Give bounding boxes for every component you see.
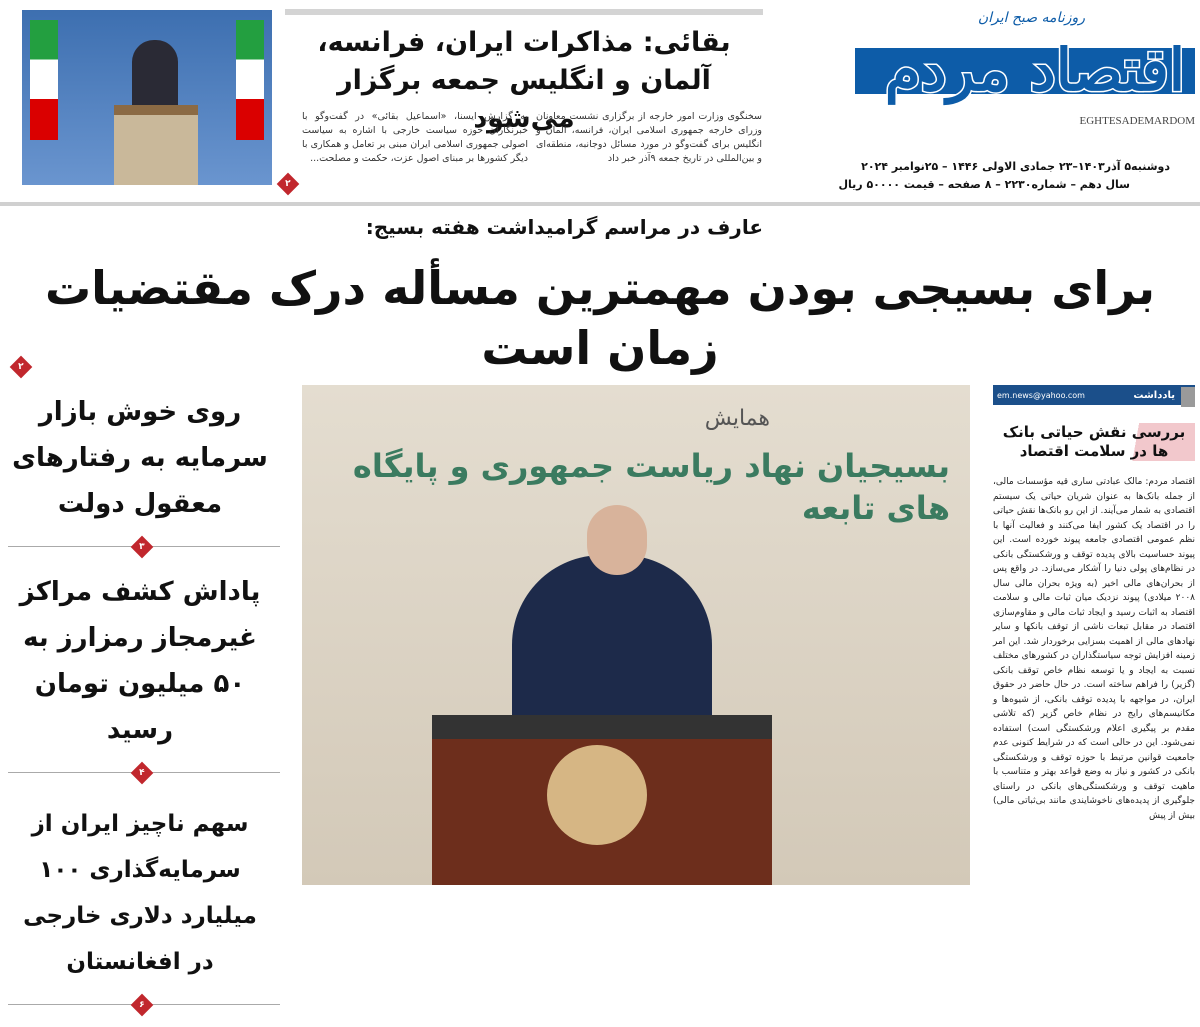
brief-headline[interactable]: روی خوش بازار سرمایه به رفتارهای معقول دولت	[12, 397, 268, 519]
brief-headline[interactable]: پاداش کشف مراکز غیرمجاز رمزارز به ۵۰ میلیون تومان رسید	[19, 577, 261, 745]
logo-text: اقتصاد مردم	[884, 36, 1185, 104]
masthead-logo[interactable]	[815, 6, 1195, 136]
brief-separator	[0, 535, 280, 559]
left-column	[0, 385, 280, 1027]
logo-latin: EGHTESADEMARDOM	[1079, 115, 1195, 127]
top-story-body-left: به گزارش ایسنا، «اسماعیل بقائی» در گفت‌وگو با خبرنگاران حوزه سیاست خارجی با اشاره به سیاست اصولی جمهوری اسلامی ایران مبنی بر تعامل و همکاری با دیگر کشورها بر مبنای اصول عزت، حکمت و مصلحت...	[302, 111, 528, 164]
opinion-header	[993, 385, 1195, 405]
top-story-body-right: سخنگوی وزارت امور خارجه از برگزاری نشست معاونان وزرای خارجه جمهوری اسلامی ایران، فرانسه، آلمان و انگلیس برای گفت‌وگو در مورد مسائل دوجانبه، منطقه‌ای و بین‌المللی در تاریخ جمعه ۹آذر خبر داد	[536, 111, 762, 164]
page-marker[interactable]	[131, 762, 154, 785]
top-story-photo	[22, 10, 272, 185]
opinion-body: اقتصاد مردم: مالک عبادتی ساری قیه مؤسسات مالی، از جمله بانک‌ها به عنوان شریان حیاتی یک سیستم اقتصادی به شمار می‌آیند. از این رو بانک‌ها نقش حیاتی را در اقتصاد یک کشور ایفا می‌کنند و فعالیت آنها با نظم عمومی اقتصادی جامعه پیوند خورده است. این پیوند حساسیت بالای پدیده توقف و ورشکستگی بانکی در نظام‌های پولی دنیا را آشکار می‌سازد. در واقع پس از بحران‌های مالی اخیر (به ویژه بحران مالی سال ۲۰۰۸ میلادی) پیوند نزدیک میان ثبات مالی و سلامت اقتصاد به اثبات رسید و ایجاد ثبات مالی و مقاوم‌سازی اقتصاد در مقابل تبعات ناشی از توقف بانکها و سایر نهادهای مالی از اهمیت بسزایی برخوردار شد. این امر زمینه افزایش توجه سیاستگذاران در کشورهای مختلف نسبت به ایجاد و یا توسعه نظام خاص توقف بانکی (گزیر) را فراهم ساخته است. در حال حاضر در حقوق ایران، در مواجهه با پدیده توقف بانکی، از شیوه‌ها و مکانیسم‌های رایج در نظام خاص گزیر (که تلاشی مقدم بر پیگیری اعلام ورشکستگی است) استفاده نمی‌شود. این در حالی است که در شرایط کنونی عدم جامعیت قوانین مرتبط با حوزه توقف و ورشکستگی بانکی در کشور و نیاز به وضع قواعد بهتر و متناسب با ماهیت توقف و ورشکستگی‌های بانکی در راستای جلوگیری از پدیده‌های ناخوشایندی مانند بی‌ثباتی مالی) بیش از پیش	[993, 477, 1195, 821]
flag-left	[30, 20, 58, 140]
speaker-figure	[512, 555, 712, 725]
top-story-headline[interactable]: بقائی: مذاکرات ایران، فرانسه، آلمان و انگلیس جمعه برگزار می‌شود	[317, 27, 731, 134]
page-number: ۲	[285, 179, 291, 189]
page-marker[interactable]	[277, 173, 300, 196]
page-number: ۶	[139, 1000, 145, 1010]
page-marker[interactable]	[10, 356, 33, 379]
flag-right	[236, 20, 264, 140]
page-marker[interactable]	[131, 994, 154, 1017]
photo-banner-top: همایش	[704, 406, 770, 431]
section-divider	[0, 202, 1200, 206]
opinion-title[interactable]: بررسی نقش حیاتی بانک ها در سلامت اقتصاد	[993, 423, 1195, 461]
podium	[114, 105, 198, 185]
lead-headline[interactable]: برای بسیجی بودن مهمترین مسأله درک مقتضیات زمان است	[44, 261, 1156, 375]
speaker-head	[587, 505, 647, 575]
spokesperson-figure	[132, 40, 178, 110]
lead-photo	[302, 385, 970, 885]
lead-kicker: عارف در مراسم گرامیداشت هفته بسیج:	[365, 215, 763, 239]
issue-info: سال دهم – شماره۲۲۳۰ – ۸ صفحه – قیمت ۵۰۰۰۰ ریال	[838, 178, 1130, 191]
section-label-text: یادداشت	[1133, 389, 1175, 401]
brief-separator	[0, 761, 280, 785]
page-marker[interactable]	[131, 536, 154, 559]
contact-email[interactable]: em.news@yahoo.com	[997, 390, 1085, 400]
page-number: ۳	[139, 542, 145, 552]
logo-subtitle: روزنامه صبح ایران	[977, 10, 1085, 26]
brief-separator	[0, 993, 280, 1017]
lectern-seal	[547, 745, 647, 845]
photo-banner: بسیجیان نهاد ریاست جمهوری و پایگاه های تابعه	[352, 447, 950, 527]
section-square-icon	[1181, 387, 1195, 407]
page-number: ۲	[18, 362, 24, 372]
dateline: دوشنبه۵ آذر۱۴۰۳–۲۳ جمادی الاولی ۱۴۴۶ – ۲۵نوامبر ۲۰۲۴	[861, 160, 1170, 173]
opinion-column	[993, 385, 1195, 823]
page-number: ۴	[139, 768, 145, 778]
brief-headline[interactable]: سهم ناچیز ایران از سرمایه‌گذاری ۱۰۰ میلیارد دلاری خارجی در افغانستان	[23, 811, 257, 975]
section-label	[1133, 390, 1191, 401]
top-rule	[285, 9, 763, 15]
